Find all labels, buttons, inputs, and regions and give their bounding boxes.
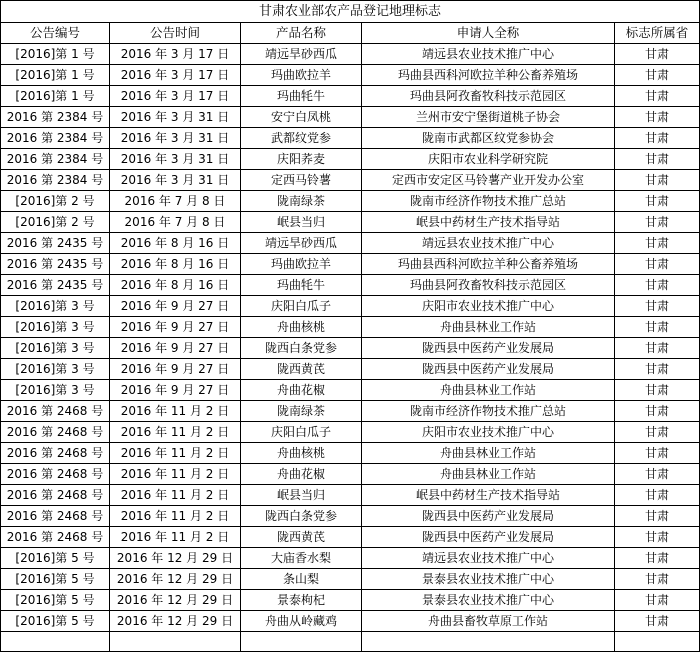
table-row	[1, 212, 700, 233]
table-row	[1, 506, 700, 527]
table-row	[1, 317, 700, 338]
cell-product-name: 岷县当归	[241, 212, 362, 233]
cell-product-name: 玛曲牦牛	[241, 86, 362, 107]
cell-province: 甘肃	[615, 317, 700, 338]
cell-province: 甘肃	[615, 296, 700, 317]
cell-product-name: 庆阳荞麦	[241, 149, 362, 170]
table-row	[1, 548, 700, 569]
cell-notice-number: [2016]第 2 号	[1, 212, 110, 233]
cell-applicant: 陇西县中医药产业发展局	[362, 338, 615, 359]
cell-product-name: 靖远旱砂西瓜	[241, 233, 362, 254]
cell-notice-number: 2016 第 2468 号	[1, 422, 110, 443]
cell-notice-date: 2016 年 7 月 8 日	[110, 212, 241, 233]
cell-notice-date: 2016 年 11 月 2 日	[110, 401, 241, 422]
cell-product-name: 靖远旱砂西瓜	[241, 44, 362, 65]
empty-cell	[241, 632, 362, 652]
cell-notice-number: 2016 第 2435 号	[1, 254, 110, 275]
table-row	[1, 485, 700, 506]
cell-notice-number: 2016 第 2468 号	[1, 527, 110, 548]
cell-notice-date: 2016 年 11 月 2 日	[110, 527, 241, 548]
cell-product-name: 武都纹党参	[241, 128, 362, 149]
cell-applicant: 兰州市安宁堡街道桃子协会	[362, 107, 615, 128]
cell-applicant: 舟曲县林业工作站	[362, 464, 615, 485]
cell-notice-number: 2016 第 2468 号	[1, 506, 110, 527]
cell-notice-number: 2016 第 2468 号	[1, 464, 110, 485]
header-notice-number: 公告编号	[1, 23, 110, 44]
cell-notice-number: [2016]第 3 号	[1, 338, 110, 359]
cell-notice-number: [2016]第 5 号	[1, 548, 110, 569]
cell-applicant: 岷县中药材生产技术指导站	[362, 212, 615, 233]
cell-applicant: 景泰县农业技术推广中心	[362, 569, 615, 590]
cell-province: 甘肃	[615, 170, 700, 191]
cell-notice-date: 2016 年 11 月 2 日	[110, 464, 241, 485]
cell-province: 甘肃	[615, 611, 700, 632]
cell-province: 甘肃	[615, 401, 700, 422]
table-row	[1, 401, 700, 422]
table-row	[1, 380, 700, 401]
header-applicant: 申请人全称	[362, 23, 615, 44]
cell-product-name: 陇西白条党参	[241, 338, 362, 359]
cell-notice-number: [2016]第 1 号	[1, 86, 110, 107]
cell-notice-number: 2016 第 2384 号	[1, 107, 110, 128]
cell-product-name: 舟曲核桃	[241, 443, 362, 464]
cell-product-name: 庆阳白瓜子	[241, 422, 362, 443]
header-notice-date: 公告时间	[110, 23, 241, 44]
table-row	[1, 170, 700, 191]
cell-province: 甘肃	[615, 149, 700, 170]
cell-notice-date: 2016 年 8 月 16 日	[110, 233, 241, 254]
cell-applicant: 舟曲县林业工作站	[362, 443, 615, 464]
cell-product-name: 岷县当归	[241, 485, 362, 506]
cell-province: 甘肃	[615, 233, 700, 254]
cell-notice-date: 2016 年 9 月 27 日	[110, 338, 241, 359]
cell-notice-number: 2016 第 2468 号	[1, 401, 110, 422]
cell-province: 甘肃	[615, 107, 700, 128]
cell-product-name: 舟曲花椒	[241, 380, 362, 401]
cell-applicant: 庆阳市农业技术推广中心	[362, 422, 615, 443]
table-row	[1, 233, 700, 254]
cell-product-name: 陇南绿茶	[241, 191, 362, 212]
cell-applicant: 庆阳市农业科学研究院	[362, 149, 615, 170]
cell-notice-date: 2016 年 3 月 17 日	[110, 44, 241, 65]
cell-product-name: 陇西白条党参	[241, 506, 362, 527]
cell-province: 甘肃	[615, 254, 700, 275]
title-row	[1, 1, 700, 23]
table-row	[1, 275, 700, 296]
cell-notice-number: [2016]第 5 号	[1, 590, 110, 611]
table-row	[1, 464, 700, 485]
empty-cell	[362, 632, 615, 652]
cell-province: 甘肃	[615, 548, 700, 569]
table-row	[1, 443, 700, 464]
table-row	[1, 149, 700, 170]
cell-notice-number: 2016 第 2384 号	[1, 170, 110, 191]
cell-applicant: 定西市安定区马铃薯产业开发办公室	[362, 170, 615, 191]
cell-notice-date: 2016 年 3 月 17 日	[110, 65, 241, 86]
table-row	[1, 128, 700, 149]
table-row	[1, 296, 700, 317]
cell-province: 甘肃	[615, 380, 700, 401]
cell-notice-number: [2016]第 3 号	[1, 359, 110, 380]
cell-product-name: 条山梨	[241, 569, 362, 590]
cell-applicant: 舟曲县林业工作站	[362, 317, 615, 338]
cell-applicant: 舟曲县林业工作站	[362, 380, 615, 401]
cell-notice-date: 2016 年 9 月 27 日	[110, 296, 241, 317]
cell-applicant: 景泰县农业技术推广中心	[362, 590, 615, 611]
cell-product-name: 舟曲从岭藏鸡	[241, 611, 362, 632]
cell-product-name: 庆阳白瓜子	[241, 296, 362, 317]
cell-province: 甘肃	[615, 86, 700, 107]
cell-notice-number: [2016]第 1 号	[1, 44, 110, 65]
cell-applicant: 庆阳市农业技术推广中心	[362, 296, 615, 317]
table-row	[1, 359, 700, 380]
cell-province: 甘肃	[615, 359, 700, 380]
cell-notice-date: 2016 年 12 月 29 日	[110, 590, 241, 611]
cell-applicant: 靖远县农业技术推广中心	[362, 548, 615, 569]
cell-product-name: 景泰枸杞	[241, 590, 362, 611]
cell-notice-number: [2016]第 1 号	[1, 65, 110, 86]
cell-notice-number: 2016 第 2384 号	[1, 128, 110, 149]
table-body	[1, 44, 700, 652]
table-row	[1, 107, 700, 128]
empty-cell	[110, 632, 241, 652]
empty-row	[1, 632, 700, 652]
cell-applicant: 靖远县农业技术推广中心	[362, 233, 615, 254]
cell-notice-number: 2016 第 2468 号	[1, 443, 110, 464]
cell-notice-date: 2016 年 12 月 29 日	[110, 569, 241, 590]
table-row	[1, 191, 700, 212]
cell-province: 甘肃	[615, 485, 700, 506]
cell-product-name: 玛曲牦牛	[241, 275, 362, 296]
cell-notice-number: [2016]第 2 号	[1, 191, 110, 212]
cell-applicant: 岷县中药材生产技术指导站	[362, 485, 615, 506]
table-row	[1, 338, 700, 359]
cell-product-name: 玛曲欧拉羊	[241, 254, 362, 275]
cell-notice-date: 2016 年 7 月 8 日	[110, 191, 241, 212]
cell-product-name: 玛曲欧拉羊	[241, 65, 362, 86]
cell-province: 甘肃	[615, 590, 700, 611]
cell-applicant: 陇南市经济作物技术推广总站	[362, 401, 615, 422]
cell-applicant: 陇南市武都区纹党参协会	[362, 128, 615, 149]
table-row	[1, 422, 700, 443]
cell-notice-number: [2016]第 3 号	[1, 317, 110, 338]
cell-product-name: 陇西黄芪	[241, 359, 362, 380]
header-province: 标志所属省	[615, 23, 700, 44]
cell-applicant: 陇西县中医药产业发展局	[362, 506, 615, 527]
cell-product-name: 陇西黄芪	[241, 527, 362, 548]
cell-notice-date: 2016 年 12 月 29 日	[110, 548, 241, 569]
cell-applicant: 舟曲县畜牧草原工作站	[362, 611, 615, 632]
header-product-name: 产品名称	[241, 23, 362, 44]
cell-applicant: 靖远县农业技术推广中心	[362, 44, 615, 65]
cell-province: 甘肃	[615, 527, 700, 548]
cell-notice-number: [2016]第 5 号	[1, 611, 110, 632]
empty-cell	[1, 632, 110, 652]
cell-notice-date: 2016 年 3 月 31 日	[110, 170, 241, 191]
cell-province: 甘肃	[615, 65, 700, 86]
cell-applicant: 陇西县中医药产业发展局	[362, 359, 615, 380]
cell-notice-number: 2016 第 2384 号	[1, 149, 110, 170]
cell-province: 甘肃	[615, 443, 700, 464]
table-row	[1, 527, 700, 548]
cell-notice-number: 2016 第 2435 号	[1, 233, 110, 254]
cell-applicant: 玛曲县阿孜畜牧科技示范园区	[362, 86, 615, 107]
cell-applicant: 玛曲县西科河欧拉羊种公畜养殖场	[362, 254, 615, 275]
cell-province: 甘肃	[615, 128, 700, 149]
cell-province: 甘肃	[615, 338, 700, 359]
cell-notice-date: 2016 年 11 月 2 日	[110, 422, 241, 443]
cell-notice-date: 2016 年 9 月 27 日	[110, 359, 241, 380]
table-row	[1, 65, 700, 86]
cell-notice-date: 2016 年 9 月 27 日	[110, 380, 241, 401]
cell-applicant: 玛曲县阿孜畜牧科技示范园区	[362, 275, 615, 296]
cell-notice-date: 2016 年 12 月 29 日	[110, 611, 241, 632]
table-row	[1, 590, 700, 611]
cell-province: 甘肃	[615, 422, 700, 443]
cell-notice-date: 2016 年 11 月 2 日	[110, 506, 241, 527]
table-row	[1, 44, 700, 65]
cell-notice-date: 2016 年 11 月 2 日	[110, 485, 241, 506]
cell-province: 甘肃	[615, 275, 700, 296]
cell-notice-date: 2016 年 3 月 31 日	[110, 107, 241, 128]
cell-province: 甘肃	[615, 212, 700, 233]
table-title: 甘肃农业部农产品登记地理标志	[1, 1, 700, 23]
cell-applicant: 玛曲县西科河欧拉羊种公畜养殖场	[362, 65, 615, 86]
cell-applicant: 陇西县中医药产业发展局	[362, 527, 615, 548]
cell-product-name: 舟曲核桃	[241, 317, 362, 338]
cell-notice-number: 2016 第 2435 号	[1, 275, 110, 296]
cell-province: 甘肃	[615, 569, 700, 590]
cell-product-name: 定西马铃薯	[241, 170, 362, 191]
empty-cell	[615, 632, 700, 652]
cell-notice-date: 2016 年 11 月 2 日	[110, 443, 241, 464]
cell-product-name: 舟曲花椒	[241, 464, 362, 485]
cell-notice-date: 2016 年 9 月 27 日	[110, 317, 241, 338]
header-row	[1, 23, 700, 44]
cell-notice-date: 2016 年 3 月 31 日	[110, 149, 241, 170]
table-row	[1, 254, 700, 275]
cell-notice-number: [2016]第 3 号	[1, 296, 110, 317]
cell-product-name: 大庙香水梨	[241, 548, 362, 569]
cell-notice-date: 2016 年 8 月 16 日	[110, 275, 241, 296]
table-row	[1, 569, 700, 590]
cell-province: 甘肃	[615, 464, 700, 485]
cell-notice-number: [2016]第 3 号	[1, 380, 110, 401]
cell-product-name: 陇南绿茶	[241, 401, 362, 422]
table-row	[1, 86, 700, 107]
cell-notice-date: 2016 年 3 月 31 日	[110, 128, 241, 149]
cell-applicant: 陇南市经济作物技术推广总站	[362, 191, 615, 212]
table-row	[1, 611, 700, 632]
cell-product-name: 安宁白凤桃	[241, 107, 362, 128]
cell-notice-date: 2016 年 3 月 17 日	[110, 86, 241, 107]
cell-notice-date: 2016 年 8 月 16 日	[110, 254, 241, 275]
cell-notice-number: [2016]第 5 号	[1, 569, 110, 590]
cell-province: 甘肃	[615, 506, 700, 527]
cell-notice-number: 2016 第 2468 号	[1, 485, 110, 506]
cell-province: 甘肃	[615, 44, 700, 65]
cell-province: 甘肃	[615, 191, 700, 212]
